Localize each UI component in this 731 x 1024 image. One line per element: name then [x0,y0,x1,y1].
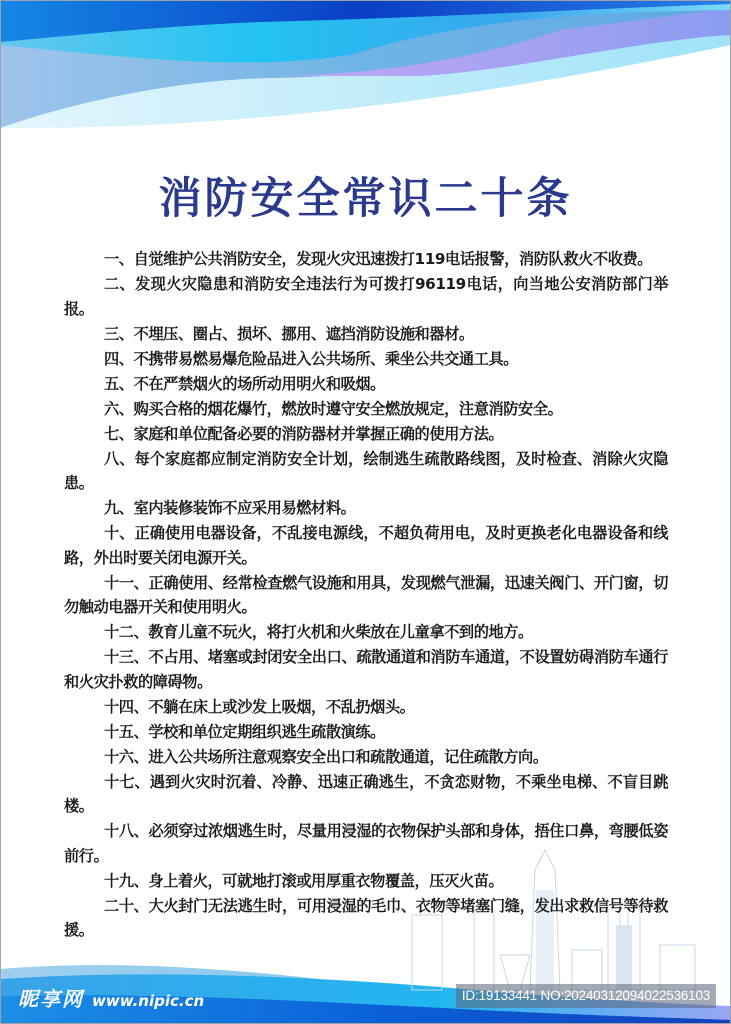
logo-url: www.nipic.cn [92,992,205,1010]
rule-item-9: 九、室内装修装饰不应采用易燃材料。 [104,499,356,517]
rule-item-14: 十四、不躺在床上或沙发上吸烟，不乱扔烟头。 [104,697,415,716]
rule-item-18: 十八、必须穿过浓烟逃生时，尽量用浸湿的衣物保护头部和身体，捂住口鼻，弯腰低姿前行。 [64,822,668,865]
rule-item-15: 十五、学校和单位定期组织逃生疏散演练。 [104,722,385,741]
top-wave-decoration [0,0,731,140]
rule-item-16: 十六、进入公共场所注意观察安全出口和疏散通道，记住疏散方向。 [104,747,548,766]
logo-text: 昵享网 [18,987,84,1011]
rule-item-6: 六、购买合格的烟花爆竹，燃放时遵守安全燃放规定，注意消防安全。 [104,399,563,418]
rule-item-13: 十三、不占用、堵塞或封闭安全出口、疏散通道和消防车通道，不设置妨碍消防车通行和火灾扑救的障碍物。 [64,648,668,691]
rule-item-17: 十七、遇到火灾时沉着、冷静、迅速正确逃生，不贪恋财物，不乘坐电梯、不盲目跳楼。 [64,772,668,815]
rule-item-12: 十二、教育儿童不玩火，将打火机和火柴放在儿童拿不到的地方。 [104,623,533,641]
rule-item-4: 四、不携带易燃易爆危险品进入公共场所、乘坐公共交通工具。 [104,349,519,368]
rule-item-5: 五、不在严禁烟火的场所动用明火和吸烟。 [104,374,385,393]
rule-item-11: 十一、正确使用、经常检查燃气设施和用具，发现燃气泄漏，迅速关阀门、开门窗，切勿触动电器开关和使用明火。 [64,573,668,616]
poster-title: 消防安全常识二十条 [158,174,573,224]
rule-item-7: 七、家庭和单位配备必要的消防器材并掌握正确的使用方法。 [104,424,504,443]
rule-item-8: 八、每个家庭都应制定消防安全计划，绘制逃生疏散路线图，及时检查、消除火灾隐患。 [64,449,668,492]
rule-item-19: 十九、身上着火，可就地打滚或用厚重衣物覆盖，压灭火苗。 [104,871,504,890]
fire-safety-rules-list [64,247,668,943]
rule-item-2: 二、发现火灾隐患和消防安全违法行为可拨打96119电话，向当地公安消防部门举报。 [64,275,668,318]
image-id-watermark: ID:19133441 NO:20240312094022536103 [456,984,716,1008]
rule-item-10: 十、正确使用电器设备，不乱接电源线，不超负荷用电，及时更换老化电器设备和线路，外出时要关闭电源开关。 [64,524,668,567]
rule-item-1: 一、自觉维护公共消防安全，发现火灾迅速拨打119电话报警，消防队救火不收费。 [104,250,653,268]
site-logo [18,983,204,1012]
rule-item-3: 三、不埋压、圈占、损坏、挪用、遮挡消防设施和器材。 [104,324,474,343]
rule-item-20: 二十、大火封门无法逃生时，可用浸湿的毛巾、衣物等堵塞门缝，发出求救信号等待救援。 [64,896,668,939]
